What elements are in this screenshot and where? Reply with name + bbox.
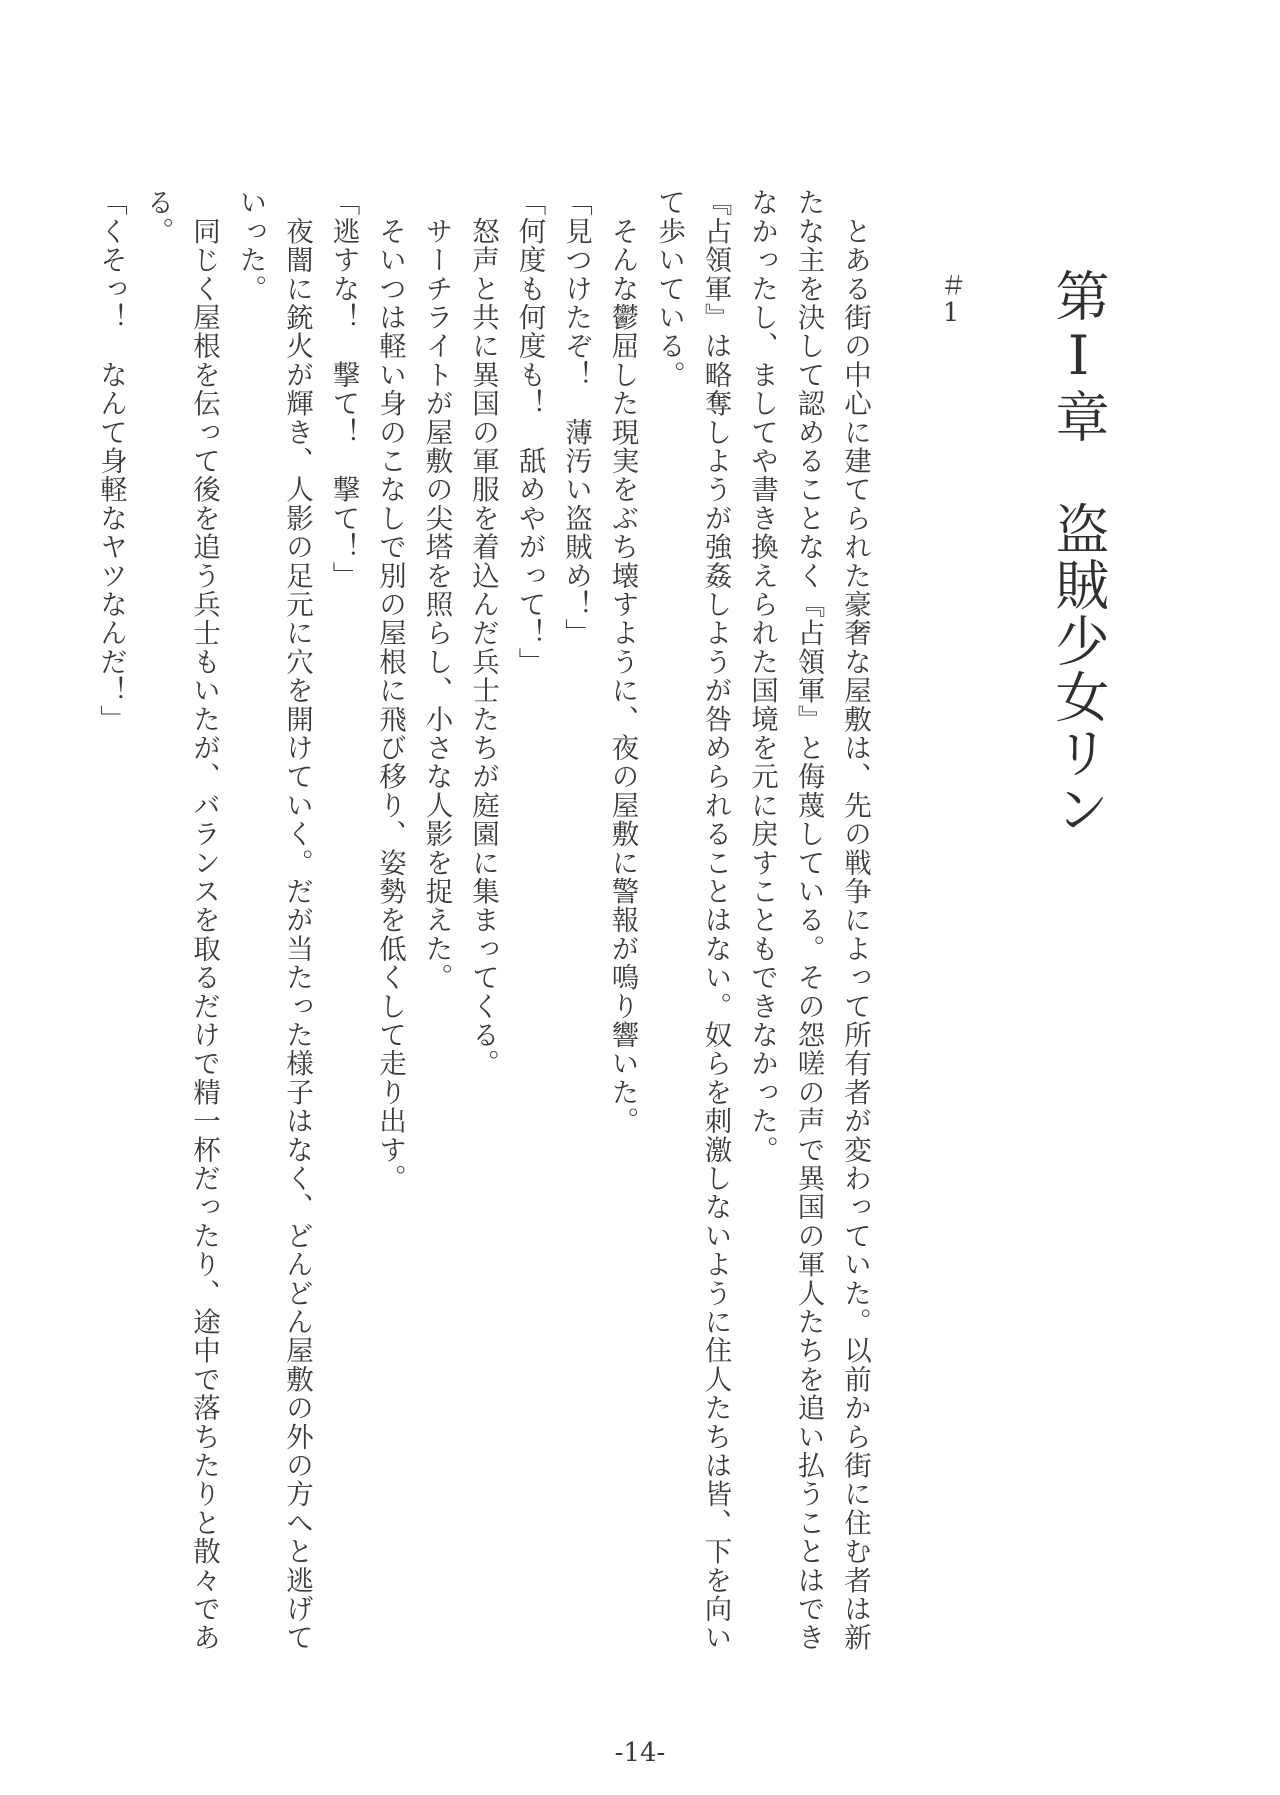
section-number: ＃1 (936, 272, 966, 328)
paragraph: とある街の中心に建てられた豪奢な屋敷は、先の戦争によって所有者が変わっていた。以前から街に住む者は新たな主を決して認めることなく『占領軍』と侮蔑している。その怨嗟の声で異国の軍人たちを追い払うことはできなかったし、ましてや書き換えられた国境を元に戻すこともできなかった。 (746, 188, 871, 1652)
dialogue-line: 「くそっ！ なんて身軽なヤツなんだ！」 (95, 188, 127, 734)
body-text (95, 188, 878, 1658)
chapter-title: 第Ⅰ章 盗賊少女リン (1047, 268, 1110, 837)
page-number: -14- (614, 1738, 666, 1768)
paragraph: サーチライトが屋敷の尖塔を照らし、小さな人影を捉えた。 (420, 188, 453, 992)
paragraph: 同じく屋根を伝って後を追う兵士もいたが、バランスを取るだけで精一杯だったり、途中で落ちたりと散々である。 (141, 188, 220, 1652)
dialogue-line: 「逃すな！ 撃て！ 撃て！」 (327, 188, 360, 590)
paragraph: そいつは軽い身のこなしで別の屋根に飛び移り、姿勢を低くして走り出す。 (374, 188, 406, 1193)
paragraph: そんな鬱屈した現実をぶち壊すように、夜の屋敷に警報が鳴り響いた。 (606, 188, 639, 1136)
dialogue-line: 「見つけたぞ！ 薄汚い盗賊め！」 (560, 188, 592, 648)
paragraph: 怒声と共に異国の軍服を着込んだ兵士たちが庭園に集まってくる。 (467, 188, 499, 1078)
paragraph: 『占領軍』は略奪しようが強姦しようが咎められることはない。奴らを刺激しないように住人たちは皆、下を向いて歩いている。 (653, 188, 732, 1652)
paragraph: 夜闇に銃火が輝き、人影の足元に穴を開けていく。だが当たった様子はなく、どんどん屋敷の外の方へと逃げていった。 (234, 188, 313, 1652)
dialogue-line: 「何度も何度も！ 舐めやがって！」 (513, 188, 546, 676)
